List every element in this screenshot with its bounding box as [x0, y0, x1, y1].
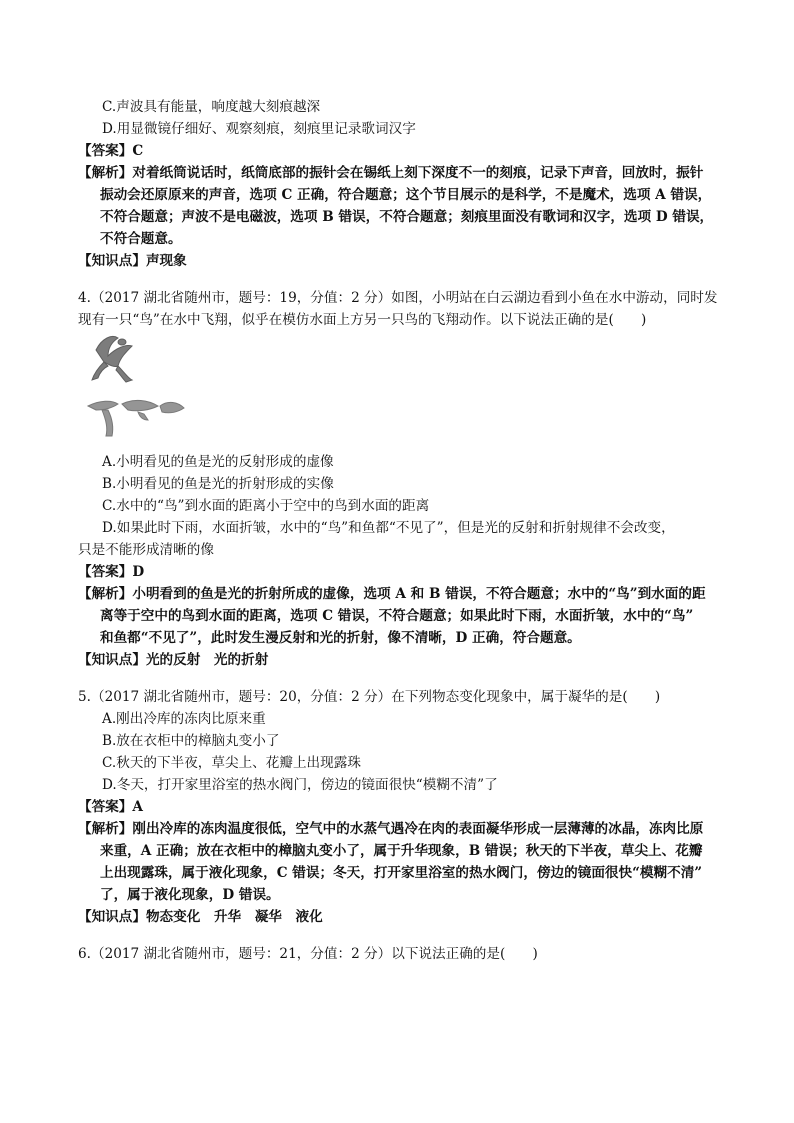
bird-and-reflection-figure [78, 328, 188, 443]
analysis-line: 离等于空中的鸟到水面的距离，选项 C 错误，不符合题意；如果此时下雨，水面折皱，水中的“鸟” [100, 608, 694, 624]
knowledge-row [78, 650, 268, 670]
knowledge-value: 物态变化 升华 凝华 液化 [145, 909, 323, 925]
answer-row [78, 562, 144, 582]
analysis-text: 刚出冷库的冻肉温度很低，空气中的水蒸气遇冷在肉的表面凝华形成一层薄薄的冰晶，冻肉比原 [132, 821, 704, 837]
option-d: D.如果此时下雨，水面折皱，水中的“鸟”和鱼都“不见了”，但是光的反射和折射规律不会改变， [102, 520, 675, 536]
knowledge-tag: 【知识点】 [78, 909, 146, 925]
analysis-line: 不符合题意；声波不是电磁波，选项 B 错误，不符合题意；刻痕里面没有歌词和汉字，选项 D 错误， [100, 209, 714, 225]
knowledge-tag: 【知识点】 [78, 652, 146, 668]
knowledge-value: 声现象 [145, 253, 187, 269]
analysis-line: 不符合题意。 [100, 231, 182, 247]
analysis-line: 了，属于液化现象，D 错误。 [100, 887, 280, 903]
option-c: C.秋天的下半夜，草尖上、花瓣上出现露珠 [102, 755, 361, 771]
answer-row [78, 797, 143, 817]
answer-value: C [132, 143, 144, 159]
answer-row [78, 141, 143, 161]
answer-tag: 【答案】 [78, 143, 133, 159]
option-d: D.冬天，打开家里浴室的热水阀门，傍边的镜面很快“模糊不清”了 [102, 777, 498, 793]
knowledge-row [78, 907, 323, 927]
answer-tag: 【答案】 [78, 799, 133, 815]
bird-icon [78, 328, 188, 443]
question-6-stem: 6.（2017 湖北省随州市，题号：21，分值：2 分）以下说法正确的是( ) [78, 946, 538, 962]
analysis-line: 上出现露珠，属于液化现象，C 错误；冬天，打开家里浴室的热水阀门，傍边的镜面很快“模糊不清” [100, 865, 703, 881]
answer-value: A [132, 799, 143, 815]
analysis-tag: 【解析】 [78, 165, 133, 181]
answer-value: D [132, 564, 145, 580]
analysis-line [78, 163, 703, 183]
question-4-stem: 4.（2017 湖北省随州市，题号：19，分值：2 分）如图，小明站在白云湖边看到小鱼在水中游动，同时发 [78, 290, 718, 306]
question-5-stem: 5.（2017 湖北省随州市，题号：20，分值：2 分）在下列物态变化现象中，属于凝华的是( ) [78, 689, 661, 705]
analysis-line: 振动会还原原来的声音，选项 C 正确，符合题意；这个节目展示的是科学，不是魔术，选项 A 错误， [100, 187, 712, 203]
analysis-line [78, 819, 703, 839]
analysis-line: 来重，A 正确；放在衣柜中的樟脑丸变小了，属于升华现象，B 错误；秋天的下半夜，草尖上、花瓣 [100, 843, 703, 859]
option-d: D.用显微镜仔细好、观察刻痕，刻痕里记录歌词汉字 [102, 121, 416, 137]
question-4-stem: 现有一只“鸟”在水中飞翔，似乎在模仿水面上方另一只鸟的飞翔动作。以下说法正确的是( ) [78, 312, 647, 328]
option-c: C.声波具有能量，响度越大刻痕越深 [102, 99, 321, 115]
analysis-tag: 【解析】 [78, 821, 133, 837]
option-a: A.刚出冷库的冻肉比原来重 [102, 711, 266, 727]
knowledge-row [78, 251, 187, 271]
option-d-continued: 只是不能形成清晰的像 [78, 542, 214, 558]
answer-tag: 【答案】 [78, 564, 133, 580]
analysis-line [78, 584, 706, 604]
knowledge-value: 光的反射 光的折射 [145, 652, 269, 668]
option-a: A.小明看见的鱼是光的反射形成的虚像 [102, 454, 334, 470]
analysis-tag: 【解析】 [78, 586, 133, 602]
analysis-line: 和鱼都“不见了”，此时发生漫反射和光的折射，像不清晰，D 正确，符合题意。 [100, 630, 581, 646]
option-b: B.小明看见的鱼是光的折射形成的实像 [102, 476, 334, 492]
analysis-text: 小明看到的鱼是光的折射所成的虚像，选项 A 和 B 错误，不符合题意；水中的“鸟”到水面的距 [132, 586, 706, 602]
option-c: C.水中的“鸟”到水面的距离小于空中的鸟到水面的距离 [102, 498, 430, 514]
analysis-text: 对着纸筒说话时，纸筒底部的振针会在锡纸上刻下深度不一的刻痕，记录下声音，回放时，振针 [132, 165, 704, 181]
option-b: B.放在衣柜中的樟脑丸变小了 [102, 733, 280, 749]
knowledge-tag: 【知识点】 [78, 253, 146, 269]
